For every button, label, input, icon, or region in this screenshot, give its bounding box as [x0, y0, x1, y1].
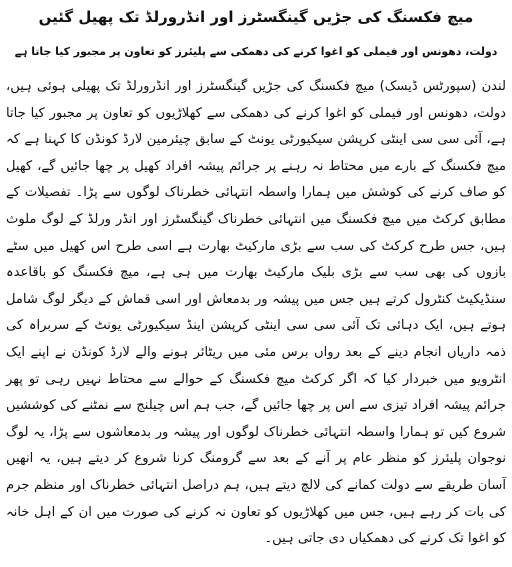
article-body: لندن (سپورٹس ڈیسک) میچ فکسنگ کی جڑیں گینگسٹرز اور انڈرورلڈ تک پھیلی ہوئی ہیں، دولت، دھونس اور فیملی کو اغوا کرنے کی دھمکی سے کھلاڑیوں کو تعاون پر مجبور کیا جاتا ہے، آئی سی سی اینٹی کرپشن سیکیورٹی یونٹ کے سابق چیئرمین لارڈ کونڈن کا کہنا ہے کہ میچ فکسنگ کے بارے میں محتاط نہ رہنے پر جرائم پیشہ افراد کھیل پر چھا جائیں گے، کھیل کو صاف کرنے کی کوشش میں ہمارا واسطہ انتہائی خطرناک لوگوں سے پڑا۔ تفصیلات کے مطابق کرکٹ میں میچ فکسنگ میں انتہائی خطرناک گینگسٹرز اور انڈر ورلڈ کے لوگ ملوث ہیں، جس طرح کرکٹ کی سب سے بڑی مارکیٹ بھارت ہے اسی طرح اس کھیل میں سٹے بازوں کی بھی سب سے بڑی بلیک مارکیٹ بھارت میں ہی ہے، میچ فکسنگ کو باقاعدہ سنڈیکیٹ کنٹرول کرتے ہیں جس میں پیشہ ور بدمعاش اور اسی قماش کے دیگر لوگ شامل ہوتے ہیں، ایک دہائی تک آئی سی سی اینٹی کرپشن اینڈ سیکیورٹی یونٹ کے سربراہ کی ذمہ داریاں انجام دینے کے بعد رواں برس مئی میں ریٹائر ہونے والے لارڈ کونڈن نے اپنے ایک انٹرویو میں خبردار کیا کہ اگر کرکٹ میچ فکسنگ کے حوالے سے محتاط نہیں رہی تو پھر جرائم پیشہ افراد تیزی سے اس پر چھا جائیں گے، جب ہم اس چیلنج سے نمٹنے کی کوششیں شروع کیں تو ہمارا واسطہ انتہائی خطرناک لوگوں اور پیشہ ور بدمعاشوں سے پڑا، یہ لوگ نوجوان پلیئرز کو منظر عام پر آنے کے بعد سے گرومنگ کرنا شروع کر دیتے ہیں، یہ انھیں آسان طریقے سے دولت کمانے کی لالچ دیتے ہیں، ہم دراصل انتہائی خطرناک اور منظم جرم کی بات کر رہے ہیں، جس میں کھلاڑیوں کو تعاون نہ کرنے کی صورت میں ان کے اہل خانہ کو اغوا تک کرنے کی دھمکیاں دی جاتی ہیں۔: [6, 79, 506, 547]
news-article: [4, 2, 508, 565]
article-headline: میچ فکسنگ کی جڑیں گینگسٹرز اور انڈرورلڈ تک پھیل گئیں: [38, 8, 474, 26]
article-subheadline: دولت، دھونس اور فیملی کو اغوا کرنے کی دھمکی سے پلیئرز کو تعاون پر مجبور کیا جاتا ہے: [14, 45, 498, 58]
